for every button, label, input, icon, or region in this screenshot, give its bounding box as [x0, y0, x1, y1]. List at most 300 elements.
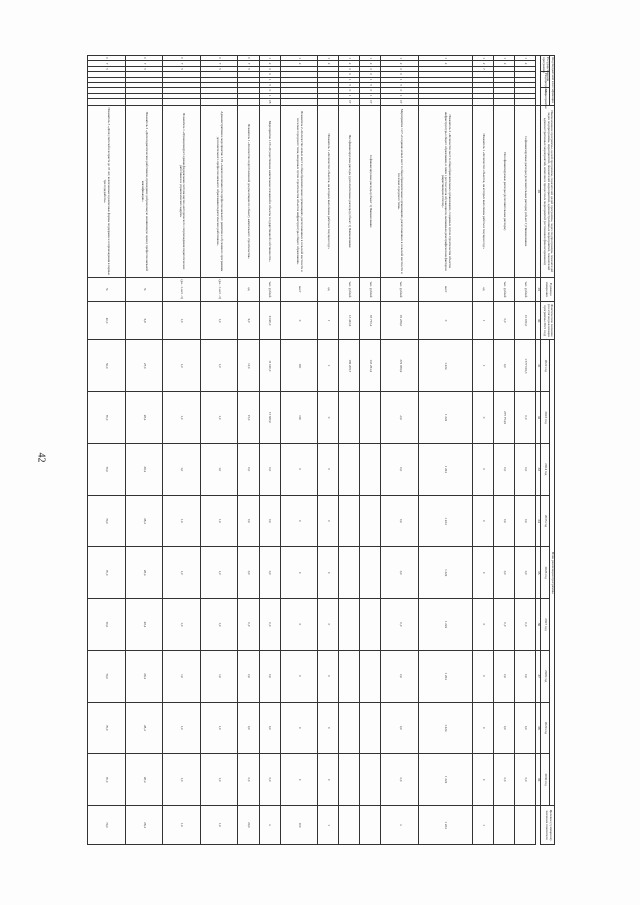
column-number: 32	[536, 392, 541, 444]
value-cell: 0,0	[494, 547, 515, 599]
value-cell: 0,0	[494, 443, 515, 495]
code-cell: 5	[200, 66, 238, 71]
code-cell: 0	[339, 72, 360, 77]
row-unit: (да - 1, нет - 0)	[200, 277, 238, 301]
value-cell: 1 224	[419, 443, 473, 495]
row-name: Показатель 2 «Количество мест в общеобразовательных организациях, созданных путем строительства объектов инфраструктуры общего образования, в связи с ростом числа обучающихся, вызванным демографическим фактором (нарастающим итогом)»	[419, 105, 473, 277]
code-cell: 5	[259, 82, 280, 87]
value-cell: 1,0	[163, 650, 201, 702]
value-cell: 0,0	[381, 443, 419, 495]
value-cell: 1,0	[200, 340, 238, 392]
value-cell: 11 020,0	[259, 340, 280, 392]
row-name: Софинансируемые расходы (объект 1) Наименование	[360, 105, 381, 277]
table-row	[125, 56, 163, 845]
value-cell: 15 930,0	[259, 392, 280, 444]
column-number: 39	[536, 754, 541, 806]
code-cell: 5	[360, 82, 381, 87]
value-cell: -0,0	[381, 392, 419, 444]
value-cell: 0,0	[381, 650, 419, 702]
value-cell: 9,0	[238, 301, 259, 340]
code-cell: 2	[381, 61, 419, 66]
value-cell: 0,0	[238, 547, 259, 599]
row-unit: (да - 1, нет - 0)	[163, 277, 201, 301]
code-cell	[473, 99, 494, 106]
row-unit: ед.	[318, 277, 339, 301]
value-cell: 0,0	[238, 650, 259, 702]
value-cell: 199 209,7	[339, 340, 360, 392]
value-cell: 1,0	[200, 754, 238, 806]
value-cell: 0	[473, 392, 494, 444]
row-unit: тыс. рублей	[259, 277, 280, 301]
value-cell: 0,0	[494, 495, 515, 547]
value-cell: 1,0	[163, 599, 201, 651]
value-cell: 0,0	[515, 495, 536, 547]
value-cell: 70,0	[88, 650, 126, 702]
row-unit: ед.	[238, 277, 259, 301]
code-cell: 1	[339, 77, 360, 82]
code-cell: 0	[339, 88, 360, 93]
row-name: Показатель 1 «Количество подготовленной документации по объекту капитального строительства»	[238, 105, 259, 277]
row-unit: ед.	[473, 277, 494, 301]
value-cell: 0,0	[381, 495, 419, 547]
value-cell	[339, 754, 360, 806]
code-cell: 0	[88, 56, 126, 61]
row-unit: %	[125, 277, 163, 301]
value-cell: 0	[473, 495, 494, 547]
value-cell: 0	[318, 547, 339, 599]
code-cell: 2	[473, 61, 494, 66]
value-cell: 0	[318, 702, 339, 754]
value-cell: 13 423,6	[339, 301, 360, 340]
code-cell: 0	[360, 88, 381, 93]
value-cell: 70,0	[88, 495, 126, 547]
value-cell: 0,0	[494, 650, 515, 702]
code-cell: 3	[339, 66, 360, 71]
code-cell: 2	[280, 61, 318, 66]
value-cell: 1 577 016,3	[515, 340, 536, 392]
value-cell: 70,0	[88, 599, 126, 651]
value-cell: 0,0	[515, 754, 536, 806]
value-cell: 0	[473, 599, 494, 651]
mero-header: Мероприятие	[541, 88, 550, 105]
value-cell: 81 239,0	[381, 301, 419, 340]
value-cell: 50,0	[88, 340, 126, 392]
value-cell: 40,0	[88, 301, 126, 340]
value-cell: 1,0	[200, 806, 238, 845]
value-cell	[515, 806, 536, 845]
year-header: 2027 год	[541, 599, 550, 651]
value-cell: 0	[280, 495, 318, 547]
value-cell: 1 224	[419, 650, 473, 702]
year-header: 2026 год	[541, 547, 550, 599]
unit-header: Единица измерения	[541, 277, 555, 301]
code-cell	[280, 99, 318, 106]
code-cell: 2	[360, 61, 381, 66]
code-cell: 2	[419, 61, 473, 66]
value-cell: 0	[318, 754, 339, 806]
code-cell: 1	[280, 56, 318, 61]
value-cell: 1,0	[163, 340, 201, 392]
row-name: Показатель 2 «Количество новых мест в общеобразовательных организациях, расположенных в сельской местности и поселках городского типа, введенных путем строительства объектов инфраструктуры общего образования»	[280, 105, 318, 277]
year-header: 2030 год	[541, 754, 550, 806]
row-name: Административное мероприятие 1.09 «Анализ возможности профессионального развития и обучения по программам дополнительного профессионального образования педагогических работников»	[200, 105, 238, 277]
row-unit: мест	[419, 277, 473, 301]
code-cell: 3	[259, 66, 280, 71]
code-cell: 3	[381, 66, 419, 71]
code-cell: 08	[259, 99, 280, 106]
value-cell: 1,0	[163, 806, 201, 845]
page-number: 42	[35, 452, 47, 463]
row-name: Мероприятие 1.07 «Создание новых мест в общеобразовательных организациях, расположенных в сельской местности и поселках городского типа»	[381, 105, 419, 277]
code-cell: 1	[381, 56, 419, 61]
code-cell: 0	[125, 56, 163, 61]
value-cell: 0,0	[494, 301, 515, 340]
code-cell	[88, 99, 126, 106]
value-cell: 0	[473, 702, 494, 754]
value-cell: 133 261,2	[360, 340, 381, 392]
code-cell: 1	[259, 56, 280, 61]
code-cell: 07	[360, 99, 381, 106]
value-cell	[360, 650, 381, 702]
year-header: 2029 год	[541, 702, 550, 754]
value-cell	[339, 650, 360, 702]
table-row	[494, 56, 515, 845]
value-cell: 0,0	[381, 599, 419, 651]
value-cell: 28,4	[125, 702, 163, 754]
column-number: 30	[536, 301, 541, 340]
code-cell	[515, 99, 536, 106]
code-cell: 1	[339, 56, 360, 61]
value-cell: 1,0	[163, 392, 201, 444]
row-unit: тыс. рублей	[494, 277, 515, 301]
column-number: 31	[536, 340, 541, 392]
table-row	[381, 56, 419, 845]
value-cell: 10 030,0	[515, 301, 536, 340]
value-cell: 1	[318, 301, 339, 340]
value-cell: 27,0	[125, 340, 163, 392]
row-unit: %	[88, 277, 126, 301]
row-name: Показатель 3 «Доля учителей в возрасте до 35 лет, вовлеченных в различные формы поддержки и сопровождения в первые три года работы»	[88, 105, 126, 277]
value-cell: 1	[318, 806, 339, 845]
row-unit: тыс. рублей	[381, 277, 419, 301]
value-cell: 0,0	[494, 599, 515, 651]
value-cell: 1 224	[419, 754, 473, 806]
table-row	[473, 56, 494, 845]
value-cell: 1,0	[200, 702, 238, 754]
value-cell: 372 956,9	[381, 340, 419, 392]
year-header: 2023 год	[541, 392, 550, 444]
value-cell: 0,0	[259, 702, 280, 754]
column-number: 35	[536, 547, 541, 599]
value-cell	[360, 443, 381, 495]
value-cell: 1,0	[200, 547, 238, 599]
value-cell: 28,4	[125, 599, 163, 651]
value-cell: 0	[318, 650, 339, 702]
table-row	[360, 56, 381, 845]
value-cell	[339, 495, 360, 547]
value-cell: 1 224	[419, 599, 473, 651]
value-cell: 0	[473, 443, 494, 495]
value-cell: 100	[280, 340, 318, 392]
value-cell: 0,0	[259, 495, 280, 547]
code-cell	[125, 99, 163, 106]
code-cell: 1	[259, 77, 280, 82]
table-row	[200, 56, 238, 845]
code-cell: 0	[259, 72, 280, 77]
value-cell	[339, 702, 360, 754]
value-cell: 0	[280, 443, 318, 495]
code-cell	[200, 99, 238, 106]
code-cell: 5	[163, 66, 201, 71]
value-cell: 0	[280, 650, 318, 702]
value-cell: х	[259, 806, 280, 845]
value-cell: 0,0	[515, 547, 536, 599]
value-cell: 1 224	[419, 702, 473, 754]
code-cell: 1	[381, 77, 419, 82]
value-cell: 70,0	[88, 443, 126, 495]
code-cell: 7	[125, 61, 163, 66]
value-cell: 28,4	[125, 650, 163, 702]
value-cell: 20,0	[238, 806, 259, 845]
value-cell: 1,0	[200, 443, 238, 495]
value-cell: 1,0	[200, 301, 238, 340]
code-cell: 5	[125, 66, 163, 71]
value-cell: 0,0	[259, 547, 280, 599]
value-cell: 0	[473, 650, 494, 702]
value-cell: 0,0	[259, 599, 280, 651]
value-cell: 1,0	[163, 754, 201, 806]
value-cell: 0	[473, 754, 494, 806]
code-cell: 1	[419, 56, 473, 61]
value-cell	[339, 806, 360, 845]
code-cell: 07	[339, 99, 360, 106]
value-cell: 0,0	[381, 702, 419, 754]
value-cell: 100	[280, 392, 318, 444]
value-cell: 1	[473, 340, 494, 392]
code-cell	[238, 99, 259, 106]
code-cell: 1	[259, 93, 280, 98]
code-cell: 0	[163, 56, 201, 61]
value-cell	[360, 806, 381, 845]
value-cell: 0,0	[494, 754, 515, 806]
row-name: Показатель 1 «Функционирует единая федеральная система научно-методического сопровождения педагогических работников и управленческих кадров»	[163, 105, 201, 277]
value-cell	[339, 547, 360, 599]
code-cell: 5	[238, 66, 259, 71]
value-cell	[360, 495, 381, 547]
row-name: Несофинансируемые расходы (дополнительные расходы) (объект 1) Наименование	[339, 105, 360, 277]
value-cell: 1 224	[419, 392, 473, 444]
program-table	[87, 55, 555, 845]
value-cell	[360, 702, 381, 754]
code-cell: 2	[259, 61, 280, 66]
code-cell: 7	[163, 61, 201, 66]
value-cell: 1,0	[200, 392, 238, 444]
podprog-header: Подпрограмма	[541, 72, 550, 88]
column-number: 28	[536, 105, 541, 277]
value-cell: 0	[280, 301, 318, 340]
code-cell: 1	[515, 56, 536, 61]
row-name: Несофинансируемые расходы (дополнительные расходы)	[494, 105, 515, 277]
column-number: 38	[536, 702, 541, 754]
value-cell: 70,0	[88, 547, 126, 599]
value-cell: 28,4	[125, 443, 163, 495]
table-row	[88, 56, 126, 845]
value-cell: 28,4	[125, 495, 163, 547]
code-cell: 7	[88, 61, 126, 66]
gp-header: Государственная программа	[542, 57, 551, 82]
value-cell: 70,0	[88, 806, 126, 845]
value-cell: 0	[318, 599, 339, 651]
value-cell: 0,0	[494, 340, 515, 392]
table-row	[339, 56, 360, 845]
value-cell: 0	[280, 599, 318, 651]
row-name: Показатель 1 «Количество объектов, на которых выполнены работы в текущем году»	[473, 105, 494, 277]
code-cell: 0	[238, 56, 259, 61]
table-row	[515, 56, 536, 845]
value-cell: 1 224	[419, 547, 473, 599]
code-cell: 0	[381, 88, 419, 93]
value-cell: 1,0	[163, 702, 201, 754]
value-cell: 1,0	[200, 650, 238, 702]
code-cell: 5	[381, 82, 419, 87]
code-cell: 2	[515, 61, 536, 66]
value-cell: 0,0	[494, 702, 515, 754]
value-cell	[339, 599, 360, 651]
code-cell: 1	[360, 93, 381, 98]
value-cell: 1	[473, 301, 494, 340]
table-row	[238, 56, 259, 845]
value-cell: 1,0	[200, 495, 238, 547]
value-cell: 275 754,9	[494, 392, 515, 444]
value-cell: 0	[419, 301, 473, 340]
column-number: 37	[536, 650, 541, 702]
table-row	[280, 56, 318, 845]
code-cell: 3	[360, 66, 381, 71]
value-cell: 9 020,0	[259, 301, 280, 340]
table-row	[318, 56, 339, 845]
value-cell: 0,0	[381, 754, 419, 806]
value-cell: 67 773,4	[360, 301, 381, 340]
code-cell: 5	[339, 82, 360, 87]
value-cell	[360, 599, 381, 651]
value-cell: 1 224	[419, 806, 473, 845]
value-cell: 15,0	[238, 392, 259, 444]
code-cell: 2	[318, 61, 339, 66]
code-num-cell	[536, 56, 541, 106]
value-cell: 1,0	[163, 443, 201, 495]
year-header: 2024 год	[541, 443, 550, 495]
value-cell: 0,0	[259, 650, 280, 702]
value-cell: 0,0	[259, 754, 280, 806]
final-header: Целевое (суммарное) значение показателя	[541, 806, 555, 845]
value-cell: 1	[473, 806, 494, 845]
row-unit: мест	[280, 277, 318, 301]
value-cell: 1,0	[200, 599, 238, 651]
value-cell: 1	[318, 340, 339, 392]
value-cell: 0	[318, 495, 339, 547]
value-cell: 0,0	[381, 547, 419, 599]
value-cell: 28,4	[125, 392, 163, 444]
code-cell: 0	[259, 88, 280, 93]
value-cell: 1,0	[163, 495, 201, 547]
base-header: Фактическое значение (по итогам реализации программы 2021 год)	[541, 301, 555, 340]
plan-group-header: План реализации программы	[550, 340, 555, 806]
value-cell: 28,4	[125, 754, 163, 806]
code-cell	[163, 99, 201, 106]
row-name: Показатель 2 «Доля педагогических работников, прошедших добровольную независимую оценку профессиональной квалификации»	[125, 105, 163, 277]
value-cell: 0,0	[515, 650, 536, 702]
column-number: 36	[536, 599, 541, 651]
row-unit: тыс. рублей	[515, 277, 536, 301]
value-cell: 0	[318, 392, 339, 444]
value-cell: 100	[280, 806, 318, 845]
value-cell: 70,0	[88, 754, 126, 806]
program-table-sheet	[87, 55, 555, 845]
value-cell: 0	[318, 443, 339, 495]
value-cell: 0,0	[238, 702, 259, 754]
code-cell	[318, 99, 339, 106]
code-cell: 7	[200, 61, 238, 66]
value-cell	[339, 443, 360, 495]
year-header: 2022 год	[541, 340, 550, 392]
value-cell: 0	[280, 754, 318, 806]
value-cell: 0,0	[238, 599, 259, 651]
row-unit: тыс. рублей	[339, 277, 360, 301]
year-header: 2028 год	[541, 650, 550, 702]
value-cell: 1 224	[419, 495, 473, 547]
row-unit: тыс. рублей	[360, 277, 381, 301]
code-cell: 1	[494, 56, 515, 61]
code-cell: 1	[339, 93, 360, 98]
value-cell: 0,0	[238, 754, 259, 806]
column-number: 29	[536, 277, 541, 301]
year-header: 2025 год	[541, 495, 550, 547]
column-number: 33	[536, 443, 541, 495]
value-cell: 0,0	[515, 599, 536, 651]
code-cell: 7	[238, 61, 259, 66]
value-cell	[360, 392, 381, 444]
value-cell: 0	[280, 547, 318, 599]
codes-group-header: Код бюджетной классификации	[551, 57, 555, 104]
code-cell: 1	[360, 56, 381, 61]
code-cell: 1	[381, 93, 419, 98]
code-cell: 2	[494, 61, 515, 66]
value-cell: х	[381, 806, 419, 845]
row-name: Мероприятие 1.08 «Осуществление капитальных вложений в объекты государственной собственности»	[259, 105, 280, 277]
value-cell	[494, 806, 515, 845]
value-cell: 28,4	[125, 806, 163, 845]
column-number: 34	[536, 495, 541, 547]
value-cell: 0,0	[238, 495, 259, 547]
value-cell: 0,0	[515, 702, 536, 754]
value-cell: 0	[280, 702, 318, 754]
table-row	[259, 56, 280, 845]
value-cell: 28,4	[125, 547, 163, 599]
value-cell: 0	[473, 547, 494, 599]
table-row	[419, 56, 473, 845]
code-cell: 07	[381, 99, 419, 106]
value-cell: 70,0	[88, 702, 126, 754]
code-cell: 7	[473, 66, 494, 71]
table-row	[163, 56, 201, 845]
code-cell: 1	[318, 56, 339, 61]
row-name: Софинансируемые расходы (дополнительные расходы) (объект 1) Наименование	[515, 105, 536, 277]
code-cell: 0	[360, 72, 381, 77]
value-cell: 0,0	[515, 443, 536, 495]
row-name: Показатель 1 «Количество объектов, на которых выполнены работы в текущем году»	[318, 105, 339, 277]
value-cell: 1 224	[419, 340, 473, 392]
code-cell: 1	[473, 56, 494, 61]
